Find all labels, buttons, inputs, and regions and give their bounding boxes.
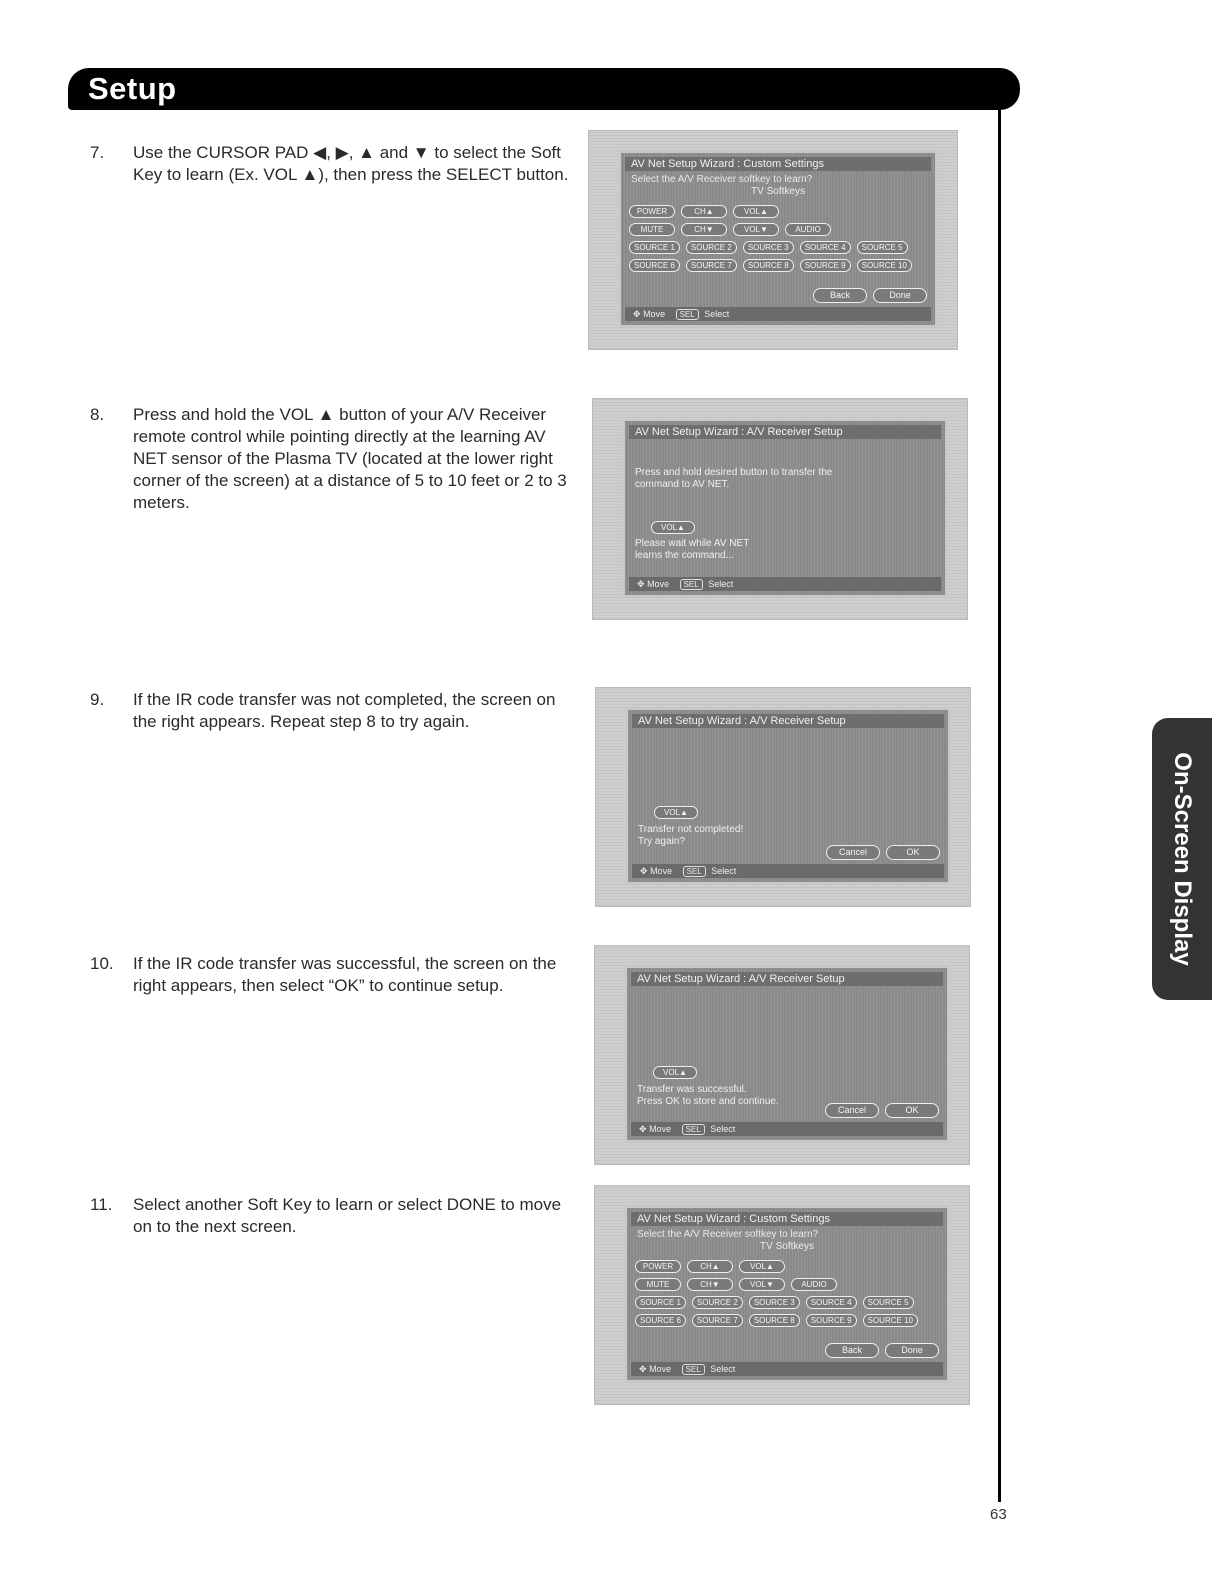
screenshot-custom-settings-again: [594, 1185, 970, 1405]
softkey-source-3[interactable]: SOURCE 3: [749, 1296, 800, 1309]
softkey-source-9[interactable]: SOURCE 9: [800, 259, 851, 272]
move-icon: ✥: [639, 1124, 647, 1134]
footer-select: Select: [710, 1364, 736, 1374]
softkey-source-5[interactable]: SOURCE 5: [863, 1296, 914, 1309]
softkey-power[interactable]: POWER: [629, 205, 675, 218]
screenshot-transfer-failed: [595, 687, 971, 907]
softkey-source-10[interactable]: SOURCE 10: [863, 1314, 918, 1327]
margin-rule: [998, 108, 1001, 1502]
vol-up-chip: VOL▲: [654, 806, 698, 819]
softkey-audio[interactable]: AUDIO: [785, 223, 831, 236]
softkey-source-3[interactable]: SOURCE 3: [743, 241, 794, 254]
softkey-source-4[interactable]: SOURCE 4: [800, 241, 851, 254]
softkey-vol-up[interactable]: VOL▲: [733, 205, 779, 218]
step-text: Select another Soft Key to learn or select DONE to move on to the next screen.: [133, 1195, 562, 1236]
screenshot-transfer-success: [594, 945, 970, 1165]
fail-message-line-1: Transfer not completed!: [638, 824, 744, 835]
screen-title: AV Net Setup Wizard : A/V Receiver Setup: [631, 972, 943, 986]
footer-select: Select: [704, 309, 730, 319]
softkey-power[interactable]: POWER: [635, 1260, 681, 1273]
softkey-source-2[interactable]: SOURCE 2: [686, 241, 737, 254]
header-bar: [68, 68, 1020, 110]
footer-move: Move: [649, 1124, 672, 1134]
softkey-source-1[interactable]: SOURCE 1: [635, 1296, 686, 1309]
screen-footer: [631, 1362, 943, 1376]
screen-prompt: Select the A/V Receiver softkey to learn?: [637, 1229, 819, 1240]
ok-button[interactable]: OK: [885, 1103, 939, 1118]
screen-buttons: [825, 1343, 939, 1358]
move-icon: ✥: [640, 866, 648, 876]
sel-key-icon: SEL: [682, 1364, 705, 1375]
softkey-source-8[interactable]: SOURCE 8: [749, 1314, 800, 1327]
vol-up-chip: VOL▲: [653, 1066, 697, 1079]
softkey-source-7[interactable]: SOURCE 7: [692, 1314, 743, 1327]
screen-footer: [625, 307, 931, 321]
footer-select: Select: [710, 1124, 736, 1134]
wait-message-line-2: learns the command...: [635, 550, 734, 561]
success-message-line-2: Press OK to store and continue.: [637, 1096, 779, 1107]
side-tab-on-screen-display: [1152, 718, 1212, 1000]
move-icon: ✥: [633, 309, 641, 319]
screen-buttons: [813, 288, 927, 303]
done-button[interactable]: Done: [885, 1343, 939, 1358]
softkey-vol-up[interactable]: VOL▲: [739, 1260, 785, 1273]
tv-screen: [625, 966, 949, 1142]
step-text: Press and hold the VOL ▲ button of your A/V Receiver remote control while pointing directly at the learning AV NET sensor of the Plasma TV (located at the lower right corner of the screen) at a distance of 5 to 10 feet or 2 to 3 meters.: [133, 405, 567, 512]
screen-prompt-line-1: Press and hold desired button to transfer the: [635, 467, 833, 478]
page-title: Setup: [88, 71, 177, 106]
softkey-source-7[interactable]: SOURCE 7: [686, 259, 737, 272]
step-11: [90, 1194, 570, 1238]
softkey-ch-up[interactable]: CH▲: [687, 1260, 733, 1273]
softkeys-heading: TV Softkeys: [751, 186, 805, 197]
ok-button[interactable]: OK: [886, 845, 940, 860]
softkey-source-6[interactable]: SOURCE 6: [629, 259, 680, 272]
move-icon: ✥: [639, 1364, 647, 1374]
move-icon: ✥: [637, 579, 645, 589]
step-number: 7.: [90, 143, 105, 162]
sel-key-icon: SEL: [676, 309, 699, 320]
success-message-line-1: Transfer was successful.: [637, 1084, 747, 1095]
fail-message-line-2: Try again?: [638, 836, 685, 847]
sel-key-icon: SEL: [680, 579, 703, 590]
sel-key-icon: SEL: [683, 866, 706, 877]
tv-screen: [623, 419, 947, 597]
step-10: [90, 953, 570, 997]
softkey-row: [635, 1278, 837, 1291]
softkey-source-4[interactable]: SOURCE 4: [806, 1296, 857, 1309]
screen-title: AV Net Setup Wizard : A/V Receiver Setup: [629, 425, 941, 439]
softkey-source-6[interactable]: SOURCE 6: [635, 1314, 686, 1327]
footer-select: Select: [708, 579, 734, 589]
cancel-button[interactable]: Cancel: [825, 1103, 879, 1118]
footer-select: Select: [711, 866, 737, 876]
softkey-source-10[interactable]: SOURCE 10: [857, 259, 912, 272]
screen-footer: [629, 577, 941, 591]
step-number: 10.: [90, 954, 114, 973]
softkey-source-2[interactable]: SOURCE 2: [692, 1296, 743, 1309]
softkey-row: [635, 1260, 785, 1273]
softkey-source-5[interactable]: SOURCE 5: [857, 241, 908, 254]
cancel-button[interactable]: Cancel: [826, 845, 880, 860]
footer-move: Move: [647, 579, 670, 589]
screen-buttons: [826, 845, 940, 860]
softkey-row: [629, 205, 779, 218]
softkey-source-8[interactable]: SOURCE 8: [743, 259, 794, 272]
done-button[interactable]: Done: [873, 288, 927, 303]
footer-move: Move: [643, 309, 666, 319]
step-number: 11.: [90, 1195, 113, 1214]
step-text: If the IR code transfer was successful, the screen on the right appears, then select “OK” to continue setup.: [133, 954, 557, 995]
screen-title: AV Net Setup Wizard : Custom Settings: [625, 157, 931, 171]
softkey-ch-up[interactable]: CH▲: [681, 205, 727, 218]
step-number: 8.: [90, 405, 105, 424]
step-8: [90, 404, 570, 514]
tv-screen: [626, 708, 950, 884]
step-text: Use the CURSOR PAD ◀, ▶, ▲ and ▼ to select the Soft Key to learn (Ex. VOL ▲), then press the SELECT button.: [133, 143, 569, 184]
screen-title: AV Net Setup Wizard : Custom Settings: [631, 1212, 943, 1226]
softkey-row: [635, 1314, 918, 1327]
wait-message-line-1: Please wait while AV NET: [635, 538, 750, 549]
step-9: [90, 689, 570, 733]
screen-footer: [631, 1122, 943, 1136]
side-tab-label: On-Screen Display: [1169, 752, 1196, 966]
screen-prompt-line-2: command to AV NET.: [635, 479, 730, 490]
softkey-row: [629, 223, 831, 236]
softkey-ch-down[interactable]: CH▼: [681, 223, 727, 236]
softkey-mute[interactable]: MUTE: [635, 1278, 681, 1291]
vol-up-chip: VOL▲: [651, 521, 695, 534]
screen-buttons: [825, 1103, 939, 1118]
softkey-mute[interactable]: MUTE: [629, 223, 675, 236]
step-7: [90, 142, 570, 186]
screenshot-receiver-setup: [592, 398, 968, 620]
softkeys-heading: TV Softkeys: [760, 1241, 814, 1252]
softkey-source-9[interactable]: SOURCE 9: [806, 1314, 857, 1327]
tv-screen: [619, 151, 937, 327]
softkey-row: [629, 259, 912, 272]
screen-prompt: Select the A/V Receiver softkey to learn?: [631, 174, 813, 185]
sel-key-icon: SEL: [682, 1124, 705, 1135]
softkey-source-1[interactable]: SOURCE 1: [629, 241, 680, 254]
tv-screen: [625, 1206, 949, 1382]
step-text: If the IR code transfer was not completed, the screen on the right appears. Repeat step 8 to try again.: [133, 690, 556, 731]
softkey-vol-down[interactable]: VOL▼: [733, 223, 779, 236]
softkey-ch-down[interactable]: CH▼: [687, 1278, 733, 1291]
screen-title: AV Net Setup Wizard : A/V Receiver Setup: [632, 714, 944, 728]
softkey-row: [629, 241, 908, 254]
screen-footer: [632, 864, 944, 878]
softkey-audio[interactable]: AUDIO: [791, 1278, 837, 1291]
footer-move: Move: [650, 866, 673, 876]
softkey-vol-down[interactable]: VOL▼: [739, 1278, 785, 1291]
footer-move: Move: [649, 1364, 672, 1374]
step-number: 9.: [90, 690, 105, 709]
back-button[interactable]: Back: [813, 288, 867, 303]
screenshot-custom-settings: [588, 130, 958, 350]
softkey-row: [635, 1296, 914, 1309]
back-button[interactable]: Back: [825, 1343, 879, 1358]
page-number: 63: [990, 1506, 1007, 1523]
